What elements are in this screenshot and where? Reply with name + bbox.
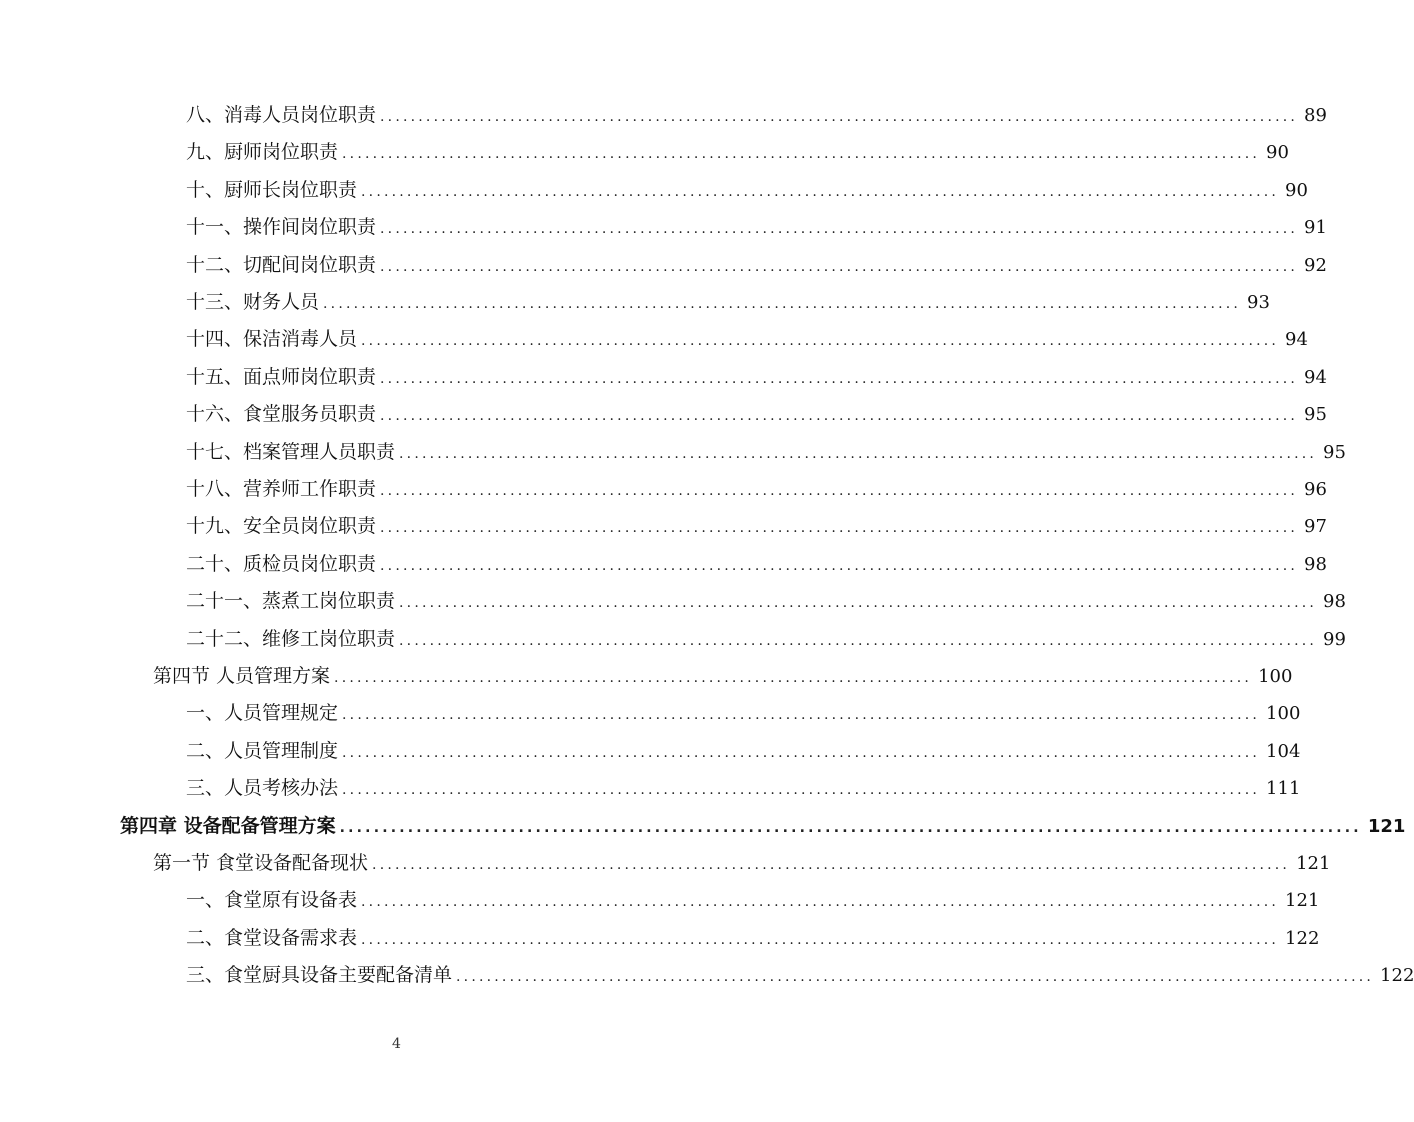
toc-entry-page: 90 xyxy=(1266,142,1289,164)
toc-entry-title: 十六、食堂服务员职责 xyxy=(186,403,377,426)
toc-entry[interactable] xyxy=(186,324,1308,354)
toc-entry-page: 95 xyxy=(1323,441,1346,463)
toc-dot-leader: ........................................................................................................................ xyxy=(380,370,1299,387)
toc-entry-page: 92 xyxy=(1304,254,1327,276)
toc-entry-page: 122 xyxy=(1285,927,1320,949)
toc-entry-page: 89 xyxy=(1304,105,1327,126)
toc-entry[interactable] xyxy=(186,923,1320,953)
toc-dot-leader: ........................................................................................................................ xyxy=(361,894,1280,911)
toc-dot-leader: ........................................................................................................................ xyxy=(380,109,1299,125)
toc-entry[interactable] xyxy=(186,511,1327,541)
toc-dot-leader: ........................................................................................................................ xyxy=(372,857,1291,873)
toc-entry-page: 121 xyxy=(1296,853,1331,874)
toc-entry[interactable] xyxy=(186,437,1346,467)
toc-dot-leader: ........................................................................................................................ xyxy=(361,333,1280,350)
toc-entry[interactable] xyxy=(153,848,1331,878)
toc-entry-page: 94 xyxy=(1285,329,1308,351)
toc-dot-leader: ........................................................................................................................ xyxy=(399,632,1318,649)
toc-entry-title: 十四、保洁消毒人员 xyxy=(186,328,358,351)
toc-entry-page: 121 xyxy=(1285,890,1320,912)
toc-dot-leader: ........................................................................................................................ xyxy=(380,483,1299,499)
toc-entry[interactable] xyxy=(186,287,1270,317)
toc-entry-title: 十八、营养师工作职责 xyxy=(186,478,377,500)
toc-dot-leader: ........................................................................................................................ xyxy=(380,557,1299,574)
toc-dot-leader: ........................................................................................................................ xyxy=(361,931,1280,948)
toc-entry[interactable] xyxy=(186,175,1308,205)
toc-dot-leader: ........................................................................................................................ xyxy=(380,221,1299,238)
toc-entry-page: 100 xyxy=(1266,703,1301,725)
toc-entry-title: 一、人员管理规定 xyxy=(186,702,339,725)
toc-entry-title: 十九、安全员岗位职责 xyxy=(186,515,377,538)
toc-entry-title: 十、厨师长岗位职责 xyxy=(186,178,358,201)
toc-dot-leader: ........................................................................................................................ xyxy=(380,408,1299,425)
toc-dot-leader: ........................................................................................................................ xyxy=(339,819,1362,836)
toc-dot-leader: ........................................................................................................................ xyxy=(342,707,1261,724)
toc-entry-title: 二十、质检员岗位职责 xyxy=(186,552,377,575)
toc-entry-title: 十三、财务人员 xyxy=(186,291,320,313)
toc-entry-page: 95 xyxy=(1304,404,1327,426)
toc-entry-page: 94 xyxy=(1304,366,1327,388)
toc-dot-leader: ........................................................................................................................ xyxy=(342,782,1261,799)
toc-entry-title: 三、食堂厨具设备主要配备清单 xyxy=(186,964,453,987)
toc-dot-leader: ........................................................................................................................ xyxy=(323,296,1242,312)
toc-entry-page: 99 xyxy=(1323,628,1346,650)
page-number: 4 xyxy=(392,1036,401,1052)
toc-entry[interactable] xyxy=(120,811,1406,841)
toc-entry-title: 十七、档案管理人员职责 xyxy=(186,440,396,463)
toc-entry-title: 二、人员管理制度 xyxy=(186,739,339,762)
toc-entry-title: 第一节 食堂设备配备现状 xyxy=(153,852,369,874)
toc-entry-title: 一、食堂原有设备表 xyxy=(186,889,358,912)
toc-dot-leader: ........................................................................................................................ xyxy=(334,670,1253,686)
toc-dot-leader: ........................................................................................................................ xyxy=(361,183,1280,200)
toc-dot-leader: ........................................................................................................................ xyxy=(380,258,1299,275)
toc-dot-leader: ........................................................................................................................ xyxy=(342,146,1261,163)
toc-entry[interactable] xyxy=(186,960,1414,990)
toc-dot-leader: ........................................................................................................................ xyxy=(456,969,1375,986)
toc-entry[interactable] xyxy=(186,399,1327,429)
toc-entry-page: 98 xyxy=(1323,591,1346,613)
toc-entry-title: 第四节 人员管理方案 xyxy=(153,665,331,687)
toc-entry[interactable] xyxy=(186,624,1346,654)
toc-entry-page: 96 xyxy=(1304,479,1327,500)
toc-entry[interactable] xyxy=(186,250,1327,280)
toc-entry[interactable] xyxy=(186,137,1289,167)
toc-entry-page: 90 xyxy=(1285,179,1308,201)
toc-entry-title: 二十一、蒸煮工岗位职责 xyxy=(186,590,396,613)
toc-entry-title: 十五、面点师岗位职责 xyxy=(186,365,377,388)
toc-entry-page: 93 xyxy=(1247,292,1270,313)
toc-dot-leader: ........................................................................................................................ xyxy=(342,744,1261,761)
toc-entry[interactable] xyxy=(186,698,1301,728)
toc-entry[interactable] xyxy=(186,474,1327,504)
toc-entry-title: 二十二、维修工岗位职责 xyxy=(186,627,396,650)
toc-entry-title: 八、消毒人员岗位职责 xyxy=(186,104,377,126)
toc-entry[interactable] xyxy=(186,549,1327,579)
toc-entry-page: 97 xyxy=(1304,516,1327,538)
toc-entry-title: 九、厨师岗位职责 xyxy=(186,141,339,164)
toc-entry-title: 十二、切配间岗位职责 xyxy=(186,253,377,276)
toc-entry[interactable] xyxy=(186,773,1301,803)
toc-entry-page: 100 xyxy=(1258,666,1293,687)
toc-entry-title: 二、食堂设备需求表 xyxy=(186,926,358,949)
toc-entry-page: 111 xyxy=(1266,778,1301,800)
toc-dot-leader: ........................................................................................................................ xyxy=(399,445,1318,462)
toc-entry[interactable] xyxy=(186,736,1301,766)
toc-entry[interactable] xyxy=(186,362,1327,392)
toc-entry-title: 第四章 设备配备管理方案 xyxy=(120,814,336,837)
toc-dot-leader: ........................................................................................................................ xyxy=(399,595,1318,612)
toc-entry-page: 98 xyxy=(1304,553,1327,575)
toc-entry[interactable] xyxy=(186,212,1327,242)
toc-entry[interactable] xyxy=(186,885,1320,915)
toc-dot-leader: ........................................................................................................................ xyxy=(380,520,1299,537)
toc-entry[interactable] xyxy=(153,661,1293,691)
toc-entry[interactable] xyxy=(186,100,1327,130)
toc-entry-page: 121 xyxy=(1367,815,1406,837)
toc-entry[interactable] xyxy=(186,586,1346,616)
toc-entry-page: 122 xyxy=(1380,965,1414,987)
toc-entry-title: 三、人员考核办法 xyxy=(186,777,339,800)
toc-entry-page: 104 xyxy=(1266,740,1301,762)
toc-entry-page: 91 xyxy=(1304,217,1327,239)
toc-entry-title: 十一、操作间岗位职责 xyxy=(186,216,377,239)
